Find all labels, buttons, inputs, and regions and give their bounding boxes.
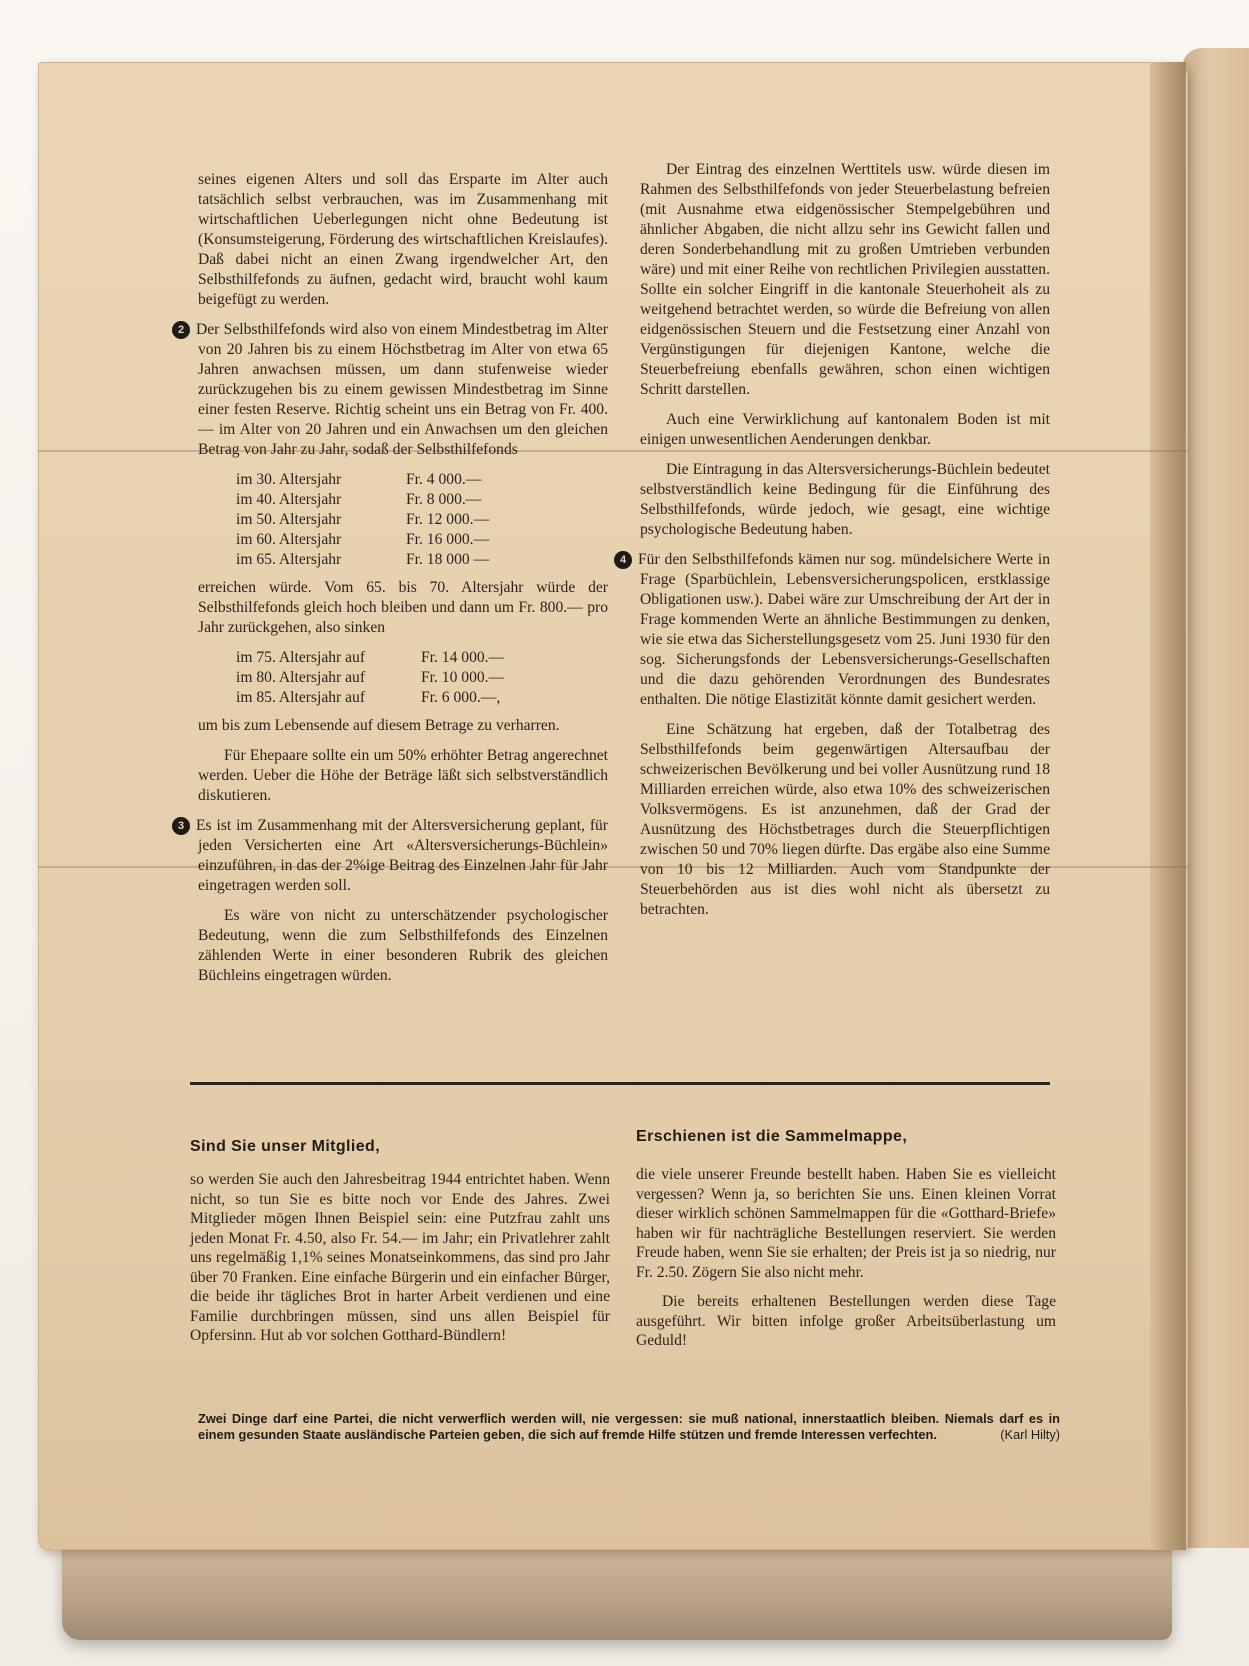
- amount-table: [236, 470, 608, 570]
- notice-folder-text: [636, 1165, 1056, 1361]
- table-cell-amount: Fr. 14 000.—: [421, 649, 505, 666]
- notice-heading-membership: Sind Sie unser Mitglied,: [190, 1138, 381, 1155]
- table-cell-amount: Fr. 6 000.—,: [421, 689, 501, 706]
- paragraph-text: Für den Selbsthilfefonds kämen nur sog. mündelsichere Werte in Frage (Sparbüchlein, Lebensversicherungspolicen, erstklassige Obligationen usw.). Dabei wäre zur Umschreibung der Art der in Frage kommenden Werte an ähnliche Bestimmungen zu denken, wie sie etwa das Sicherstellungsgesetz vom 25. Juni 1930 für den sog. Sicherungsfonds der Lebensversicherungs-Gesellschaften und die dazu gehörenden Verordnungen des Bundesrates enthalten. Die nötige Elastizität könnte damit gesichert werden.: [638, 551, 1050, 708]
- notice-heading-folder: Erschienen ist die Sammelmappe,: [636, 1128, 908, 1145]
- table-cell-age: im 60. Altersjahr: [236, 531, 342, 548]
- section-number-marker: 4: [614, 551, 632, 569]
- table-cell-age: im 65. Altersjahr: [236, 551, 342, 568]
- paragraph: Die bereits erhaltenen Bestellungen werden diese Tage ausgeführt. Wir bitten infolge großer Arbeitsüberlastung um Geduld!: [636, 1293, 1056, 1349]
- paragraph: seines eigenen Alters und soll das Ersparte im Alter auch tatsächlich selbst verbrauchen, was im Zusammenhang mit wirtschaftlichen Ueberlegungen nicht ohne Bedeutung ist (Konsumsteigerung, Förderung des wirtschaftlichen Kreislaufes). Daß dabei nicht an einen Zwang irgendwelcher Art, den Selbsthilfefonds zu äufnen, gedacht wird, braucht wohl kaum beigefügt zu werden.: [198, 171, 608, 308]
- left-column: [177, 170, 608, 996]
- paragraph: erreichen würde. Vom 65. bis 70. Altersjahr würde der Selbsthilfefonds gleich hoch bleiben und dann um Fr. 800.— pro Jahr zurückgehen, also sinken: [198, 579, 608, 636]
- table-cell-age: im 75. Altersjahr auf: [236, 649, 366, 666]
- section-number-marker: 3: [172, 817, 190, 835]
- table-cell-amount: Fr. 4 000.—: [406, 471, 482, 488]
- section-number-marker: 2: [172, 321, 190, 339]
- paragraph: so werden Sie auch den Jahresbeitrag 1944 entrichtet haben. Wenn nicht, so tun Sie es bitte noch vor Ende des Jahres. Zwei Mitglieder mögen Ihnen Beispiel sein: eine Putzfrau zahlt uns jeden Monat Fr. 4.50, also Fr. 54.— im Jahr; ein Privatlehrer zahlt uns regelmäßig 1,1% seines Monatseinkommens, das sind pro Jahr über 70 Franken. Eine einfache Bürgerin und ein einfacher Bürger, die beide ihr tägliches Brot in harter Arbeit verdienen und eine Familie durchbringen müssen, sind uns allen Beispiel für Opfersinn. Hut ab vor solchen Gotthard-Bündlern!: [190, 1171, 610, 1344]
- paragraph: die viele unserer Freunde bestellt haben. Haben Sie es vielleicht vergessen? Wenn ja, so berichten Sie uns. Einen kleinen Vorrat dieser wirklich schönen Sammelmappen für die «Gotthard-Briefe» haben wir für nachträgliche Bestellungen reserviert. Sie werden Freude haben, wenn Sie sie erhalten; der Preis ist ja so niedrig, nur Fr. 2.50. Zögern Sie also nicht mehr.: [636, 1166, 1056, 1281]
- paragraph: Eine Schätzung hat ergeben, daß der Totalbetrag des Selbsthilfefonds beim gegenwärtigen Altersaufbau der schweizerischen Bevölkerung und bei voller Ausnützung rund 18 Milliarden erreichen würde, also etwa 10% des schweizerischen Volksvermögens. Es ist anzunehmen, daß der Grad der Ausnützung des Höchstbetrages durch die Steuerpflichtigen zwischen 50 und 70% liegen dürfte. Das ergäbe also eine Summe von 10 bis 12 Milliarden. Auch vom Standpunkte der Steuerbehörden aus ist dies wohl nicht als übersetzt zu betrachten.: [640, 721, 1050, 918]
- paragraph: Die Eintragung in das Altersversicherungs-Büchlein bedeutet selbstverständlich keine Bedingung für die Einführung des Selbsthilfefonds, würde jedoch, wie gesagt, eine wichtige psychologische Bedeutung haben.: [640, 461, 1050, 538]
- paragraph-text: Es ist im Zusammenhang mit der Altersversicherung geplant, für jeden Versicherten eine Art «Altersversicherungs-Büchlein» einzuführen, in das der 2%ige Beitrag des Einzelnen Jahr für Jahr eingetragen werden soll.: [196, 817, 608, 894]
- table-cell-amount: Fr. 16 000.—: [406, 531, 490, 548]
- table-cell-amount: Fr. 18 000 —: [406, 551, 490, 568]
- page-gutter: [1150, 62, 1186, 1550]
- table-cell-age: im 30. Altersjahr: [236, 471, 342, 488]
- quote-text: Zwei Dinge darf eine Partei, die nicht verwerflich werden will, nie vergessen: sie muß national, innerstaatlich bleiben. Niemals darf es in einem gesunden Staate ausländische Parteien geben, die sich auf fremde Hilfe stützen und fremde Interessen verfechten.: [198, 1411, 1060, 1442]
- paragraph-text: Der Selbsthilfefonds wird also von einem Mindestbetrag im Alter von 20 Jahren bis zu einem Höchstbetrag im Alter von etwa 65 Jahren anwachsen müssen, um dann stufenweise wieder zurückzugehen bis zu einem gewissen Mindestbetrag im Sinne einer festen Reserve. Richtig scheint uns ein Betrag von Fr. 400.— im Alter von 20 Jahren und ein Anwachsen um den gleichen Betrag von Jahr zu Jahr, sodaß der Selbsthilfefonds: [196, 321, 608, 458]
- closing-quote: [198, 1411, 1060, 1443]
- facing-page-edge: [1182, 48, 1249, 1548]
- paragraph: Der Eintrag des einzelnen Werttitels usw. würde diesen im Rahmen des Selbsthilfefonds von jeder Steuerbelastung befreien (mit Ausnahme etwa eidgenössischer Stempelgebühren und ähnlicher Abgaben, die nicht allzu sehr ins Gewicht fallen und deren Sonderbehandlung mit zu großen Umtrieben verbunden wäre) und mit einer Reihe von rechtlichen Privilegien ausstatten. Sollte ein solcher Eingriff in die kantonale Steuerhoheit als zu weitgehend betrachtet werden, so würde die Befreiung von allen eidgenössischen Steuern und die Festsetzung einer Anzahl von Vergünstigungen für diejenigen Kantone, welche die Steuerbefreiung ebenfalls gewähren, schon einen wichtigen Schritt darstellen.: [640, 161, 1050, 398]
- paragraph: Auch eine Verwirklichung auf kantonalem Boden ist mit einigen unwesentlichen Aenderungen denkbar.: [640, 411, 1050, 448]
- paper-stack-edge: [62, 1545, 1172, 1640]
- paragraph: Für Ehepaare sollte ein um 50% erhöhter Betrag angerechnet werden. Ueber die Höhe der Beträge läßt sich selbstverständlich diskutieren.: [198, 747, 608, 804]
- paragraph: [177, 320, 608, 460]
- quote-source: (Karl Hilty): [1000, 1427, 1060, 1442]
- table-cell-age: im 85. Altersjahr auf: [236, 689, 366, 706]
- right-column: [619, 160, 1050, 930]
- paragraph: [619, 550, 1050, 710]
- paragraph: Es wäre von nicht zu unterschätzender psychologischer Bedeutung, wenn die zum Selbsthilfefonds des Einzelnen zählenden Werte in einer besonderen Rubrik des gleichen Büchleins eingetragen würden.: [198, 907, 608, 984]
- section-divider-rule: [190, 1082, 1050, 1085]
- table-cell-age: im 50. Altersjahr: [236, 511, 342, 528]
- table-cell-age: im 40. Altersjahr: [236, 491, 342, 508]
- paragraph: um bis zum Lebensende auf diesem Betrage zu verharren.: [198, 717, 560, 734]
- table-cell-amount: Fr. 12 000.—: [406, 511, 490, 528]
- table-cell-amount: Fr. 10 000.—: [421, 669, 505, 686]
- amount-table: [236, 648, 608, 708]
- table-cell-age: im 80. Altersjahr auf: [236, 669, 366, 686]
- table-cell-amount: Fr. 8 000.—: [406, 491, 482, 508]
- notice-membership-text: [190, 1170, 610, 1356]
- paragraph: [177, 816, 608, 896]
